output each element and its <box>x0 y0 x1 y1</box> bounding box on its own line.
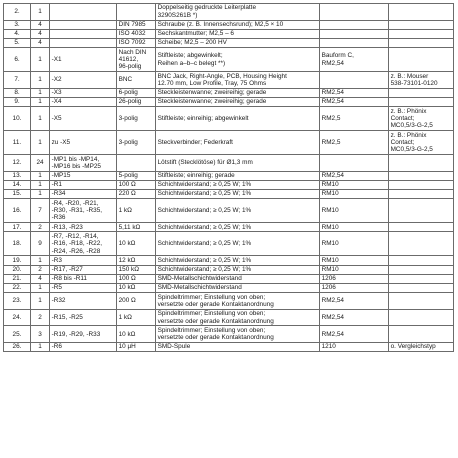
cell-note <box>389 38 454 47</box>
cell-value: ISO 7092 <box>117 38 156 47</box>
cell-quantity: 1 <box>31 171 50 180</box>
cell-description: Schichtwiderstand; ≥ 0,25 W; 1% <box>156 180 320 189</box>
cell-designator: -X3 <box>50 88 117 97</box>
table-row <box>4 232 454 256</box>
cell-position: 13. <box>4 171 31 180</box>
cell-designator: -R5 <box>50 284 117 293</box>
cell-value: 10 kΩ <box>117 284 156 293</box>
cell-note: z. B.: Phönix Contact; MC0,5/3-G-2,5 <box>389 107 454 131</box>
cell-quantity: 4 <box>31 29 50 38</box>
cell-designator: -R19, -R29, -R33 <box>50 326 117 343</box>
cell-value: Nach DIN 41612, 96-polig <box>117 48 156 72</box>
cell-quantity: 2 <box>31 223 50 232</box>
cell-value: 3-polig <box>117 131 156 155</box>
table-row <box>4 88 454 97</box>
cell-quantity: 1 <box>31 180 50 189</box>
cell-position: 23. <box>4 293 31 310</box>
cell-description: SMD-Metallschichtwiderstand <box>156 274 320 283</box>
cell-position: 15. <box>4 190 31 199</box>
cell-position: 22. <box>4 284 31 293</box>
cell-quantity: 1 <box>31 97 50 106</box>
cell-package: RM2,54 <box>320 309 389 326</box>
cell-position: 24. <box>4 309 31 326</box>
cell-designator: -X5 <box>50 107 117 131</box>
cell-description: Schichtwiderstand; ≥ 0,25 W; 1% <box>156 265 320 274</box>
cell-position: 6. <box>4 48 31 72</box>
table-row <box>4 223 454 232</box>
cell-quantity: 1 <box>31 343 50 352</box>
cell-value <box>117 155 156 172</box>
cell-quantity: 2 <box>31 265 50 274</box>
cell-designator: -R1 <box>50 180 117 189</box>
cell-note <box>389 20 454 29</box>
cell-description: Schichtwiderstand; ≥ 0,25 W; 1% <box>156 199 320 223</box>
table-row <box>4 4 454 21</box>
cell-package: 1206 <box>320 274 389 283</box>
cell-position: 8. <box>4 88 31 97</box>
cell-position: 5. <box>4 38 31 47</box>
cell-quantity: 1 <box>31 107 50 131</box>
cell-value: 220 Ω <box>117 190 156 199</box>
cell-value: 6-polig <box>117 88 156 97</box>
parts-list-body <box>4 4 454 352</box>
cell-description: Lötstift (Stecklötöse) für Ø1,3 mm <box>156 155 320 172</box>
cell-value: 5,11 kΩ <box>117 223 156 232</box>
table-row <box>4 29 454 38</box>
cell-designator: -MP15 <box>50 171 117 180</box>
cell-position: 4. <box>4 29 31 38</box>
cell-package: RM2,54 <box>320 171 389 180</box>
cell-description: BNC Jack, Right-Angle, PCB, Housing Height 12.70 mm, Low Profile, Tray, 75 Ohms <box>156 72 320 89</box>
cell-designator <box>50 38 117 47</box>
cell-designator: -R13, -R23 <box>50 223 117 232</box>
table-row <box>4 72 454 89</box>
cell-quantity: 1 <box>31 190 50 199</box>
cell-quantity: 1 <box>31 256 50 265</box>
cell-value: 10 kΩ <box>117 232 156 256</box>
cell-value: 26-polig <box>117 97 156 106</box>
cell-note <box>389 199 454 223</box>
cell-note <box>389 29 454 38</box>
cell-value: DIN 7985 <box>117 20 156 29</box>
table-row <box>4 256 454 265</box>
cell-description: Stiftleiste; einreihig; abgewinkelt <box>156 107 320 131</box>
cell-designator: -X1 <box>50 48 117 72</box>
cell-description: Steckleistenwanne; zweireihig; gerade <box>156 88 320 97</box>
table-row <box>4 284 454 293</box>
cell-description: Schichtwiderstand; ≥ 0,25 W; 1% <box>156 232 320 256</box>
cell-description: Stiftleiste; abgewinkelt; Reihen a–b–c belegt **) <box>156 48 320 72</box>
cell-note: z. B.: Mouser 538-73101-0120 <box>389 72 454 89</box>
cell-package: RM10 <box>320 180 389 189</box>
table-row <box>4 343 454 352</box>
table-row <box>4 48 454 72</box>
cell-description: Schraube (z. B. Innensechsrund); M2,5 × 10 <box>156 20 320 29</box>
cell-quantity: 24 <box>31 155 50 172</box>
cell-position: 7. <box>4 72 31 89</box>
cell-position: 2. <box>4 4 31 21</box>
cell-quantity: 9 <box>31 232 50 256</box>
cell-designator <box>50 29 117 38</box>
table-row <box>4 274 454 283</box>
cell-quantity: 1 <box>31 88 50 97</box>
cell-designator: -R8 bis -R11 <box>50 274 117 283</box>
cell-designator: -R32 <box>50 293 117 310</box>
cell-description: Steckverbinder; Federkraft <box>156 131 320 155</box>
cell-description: Schichtwiderstand; ≥ 0,25 W; 1% <box>156 190 320 199</box>
cell-position: 10. <box>4 107 31 131</box>
cell-description: Spindeltrimmer; Einstellung von oben; versetzte oder gerade Kontaktanordnung <box>156 309 320 326</box>
cell-package: RM2,54 <box>320 97 389 106</box>
cell-description: Spindeltrimmer; Einstellung von oben; versetzte oder gerade Kontaktanordnung <box>156 326 320 343</box>
cell-designator <box>50 4 117 21</box>
cell-position: 14. <box>4 180 31 189</box>
cell-package: RM10 <box>320 199 389 223</box>
table-row <box>4 171 454 180</box>
cell-designator: -R34 <box>50 190 117 199</box>
cell-position: 20. <box>4 265 31 274</box>
cell-designator: -R17, -R27 <box>50 265 117 274</box>
cell-note: o. Vergleichstyp <box>389 343 454 352</box>
cell-value: 10 kΩ <box>117 326 156 343</box>
cell-description: Schichtwiderstand; ≥ 0,25 W; 1% <box>156 256 320 265</box>
cell-note <box>389 190 454 199</box>
cell-package: RM2,54 <box>320 326 389 343</box>
cell-designator <box>50 20 117 29</box>
cell-description: Schichtwiderstand; ≥ 0,25 W; 1% <box>156 223 320 232</box>
cell-package <box>320 4 389 21</box>
cell-description: Steckleistenwanne; zweireihig; gerade <box>156 97 320 106</box>
cell-quantity: 1 <box>31 48 50 72</box>
cell-value: 150 kΩ <box>117 265 156 274</box>
cell-package <box>320 38 389 47</box>
cell-package <box>320 155 389 172</box>
cell-package: RM2,5 <box>320 107 389 131</box>
cell-package: RM10 <box>320 256 389 265</box>
table-row <box>4 293 454 310</box>
cell-value: 5-polig <box>117 171 156 180</box>
cell-note <box>389 326 454 343</box>
cell-position: 16. <box>4 199 31 223</box>
cell-package <box>320 20 389 29</box>
cell-position: 18. <box>4 232 31 256</box>
cell-designator: zu -X5 <box>50 131 117 155</box>
cell-value: 10 µH <box>117 343 156 352</box>
cell-position: 3. <box>4 20 31 29</box>
cell-position: 19. <box>4 256 31 265</box>
cell-designator: -R15, -R25 <box>50 309 117 326</box>
cell-package: RM10 <box>320 223 389 232</box>
cell-designator: -R6 <box>50 343 117 352</box>
cell-value: 12 kΩ <box>117 256 156 265</box>
table-row <box>4 38 454 47</box>
cell-designator: -X2 <box>50 72 117 89</box>
cell-description: Stiftleiste; einreihig; gerade <box>156 171 320 180</box>
cell-package: RM2,54 <box>320 293 389 310</box>
table-row <box>4 131 454 155</box>
cell-quantity: 1 <box>31 131 50 155</box>
cell-description: SMD-Spule <box>156 343 320 352</box>
cell-package: RM2,5 <box>320 131 389 155</box>
cell-description: Sechskantmutter; M2,5 – 6 <box>156 29 320 38</box>
table-row <box>4 107 454 131</box>
cell-note: z. B.: Phönix Contact; MC0,5/3-G-2,5 <box>389 131 454 155</box>
cell-quantity: 3 <box>31 326 50 343</box>
cell-note <box>389 256 454 265</box>
cell-quantity: 1 <box>31 4 50 21</box>
cell-note <box>389 223 454 232</box>
cell-value: 1 kΩ <box>117 309 156 326</box>
cell-quantity: 7 <box>31 199 50 223</box>
cell-package <box>320 29 389 38</box>
cell-package: RM10 <box>320 265 389 274</box>
cell-note <box>389 171 454 180</box>
table-row <box>4 265 454 274</box>
cell-position: 25. <box>4 326 31 343</box>
cell-designator: -MP1 bis -MP14, -MP16 bis -MP25 <box>50 155 117 172</box>
cell-position: 26. <box>4 343 31 352</box>
cell-quantity: 1 <box>31 284 50 293</box>
cell-quantity: 2 <box>31 309 50 326</box>
cell-designator: -X4 <box>50 97 117 106</box>
table-row <box>4 20 454 29</box>
cell-note <box>389 265 454 274</box>
cell-note <box>389 4 454 21</box>
cell-position: 21. <box>4 274 31 283</box>
cell-quantity: 1 <box>31 72 50 89</box>
cell-note <box>389 48 454 72</box>
cell-position: 9. <box>4 97 31 106</box>
cell-package: 1206 <box>320 284 389 293</box>
cell-value: 3-polig <box>117 107 156 131</box>
cell-value: 1 kΩ <box>117 199 156 223</box>
cell-package <box>320 72 389 89</box>
cell-description: Spindeltrimmer; Einstellung von oben; versetzte oder gerade Kontaktanordnung <box>156 293 320 310</box>
cell-position: 11. <box>4 131 31 155</box>
table-row <box>4 309 454 326</box>
cell-value: 200 Ω <box>117 293 156 310</box>
cell-note <box>389 284 454 293</box>
table-row <box>4 155 454 172</box>
cell-position: 12. <box>4 155 31 172</box>
cell-quantity: 4 <box>31 38 50 47</box>
cell-designator: -R7, -R12, -R14, -R16, -R18, -R22, -R24, -R26, -R28 <box>50 232 117 256</box>
cell-note <box>389 309 454 326</box>
cell-position: 17. <box>4 223 31 232</box>
parts-list-table <box>3 3 454 352</box>
cell-value: 100 Ω <box>117 180 156 189</box>
cell-note <box>389 274 454 283</box>
cell-note <box>389 155 454 172</box>
table-row <box>4 180 454 189</box>
cell-note <box>389 88 454 97</box>
table-row <box>4 97 454 106</box>
cell-note <box>389 97 454 106</box>
cell-note <box>389 180 454 189</box>
cell-value: ISO 4032 <box>117 29 156 38</box>
cell-description: SMD-Metallschichtwiderstand <box>156 284 320 293</box>
cell-description: Scheibe; M2,5 – 200 HV <box>156 38 320 47</box>
table-row <box>4 326 454 343</box>
cell-designator: -R3 <box>50 256 117 265</box>
cell-note <box>389 293 454 310</box>
cell-package: RM10 <box>320 190 389 199</box>
table-row <box>4 190 454 199</box>
cell-package: Bauform C, RM2,54 <box>320 48 389 72</box>
cell-quantity: 4 <box>31 20 50 29</box>
cell-value: 100 Ω <box>117 274 156 283</box>
table-row <box>4 199 454 223</box>
cell-quantity: 4 <box>31 274 50 283</box>
cell-description: Doppelseitig gedruckte Leiterplatte 3290S261B *) <box>156 4 320 21</box>
cell-package: RM10 <box>320 232 389 256</box>
cell-quantity: 1 <box>31 293 50 310</box>
cell-note <box>389 232 454 256</box>
cell-package: 1210 <box>320 343 389 352</box>
cell-value <box>117 4 156 21</box>
cell-value: BNC <box>117 72 156 89</box>
cell-designator: -R4, -R20, -R21, -R30, -R31, -R35, -R36 <box>50 199 117 223</box>
cell-package: RM2,54 <box>320 88 389 97</box>
